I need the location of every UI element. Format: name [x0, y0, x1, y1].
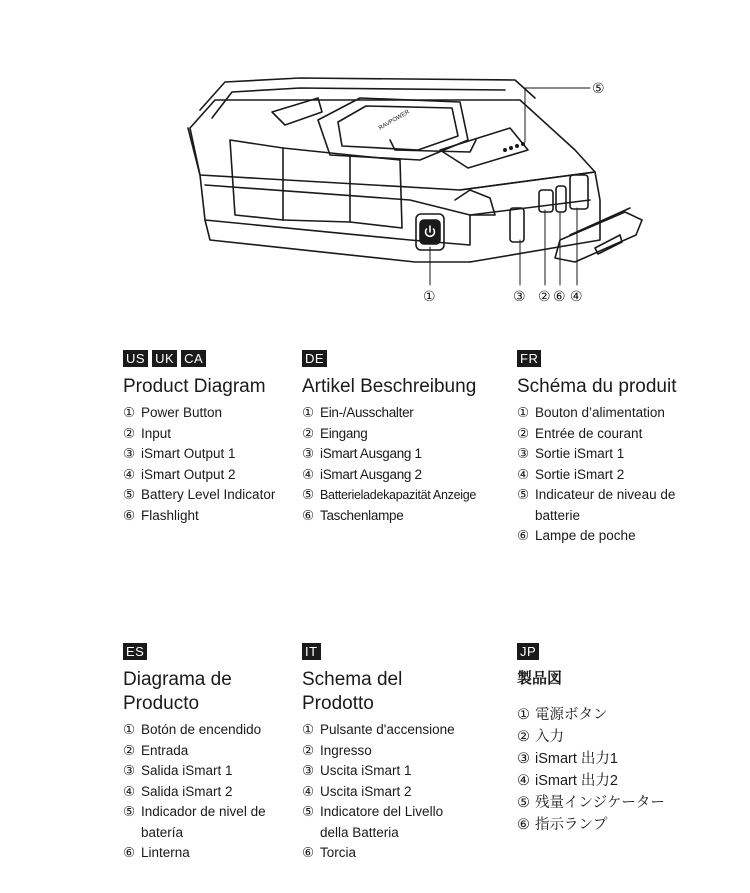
item-text: Eingang — [320, 425, 368, 441]
list-item — [517, 748, 717, 770]
language-badge: FR — [517, 350, 541, 367]
item-number: ⑥ — [517, 528, 530, 543]
item-text: Torcia — [320, 845, 357, 860]
item-number: ③ — [517, 751, 530, 767]
item-text: Sortie iSmart 1 — [535, 446, 625, 461]
item-text: Uscita iSmart 2 — [320, 783, 412, 799]
section-jp — [517, 643, 717, 836]
callout-4: ④ — [570, 289, 583, 305]
section-title: Product Diagram — [123, 376, 266, 397]
item-number: ⑤ — [123, 804, 136, 819]
section-de — [302, 350, 512, 526]
list-item — [302, 802, 492, 843]
list-item — [517, 465, 717, 486]
item-text: Indicatore del Livello della Batteria — [320, 804, 444, 840]
item-text: Battery Level Indicator — [141, 487, 276, 502]
list-item — [302, 444, 512, 465]
item-text: 入力 — [535, 729, 564, 745]
item-text: Sortie iSmart 2 — [535, 466, 625, 482]
item-text: Uscita iSmart 1 — [320, 763, 412, 778]
list-item — [517, 704, 717, 726]
item-number: ⑤ — [302, 804, 315, 819]
language-badge: DE — [302, 350, 327, 367]
item-number: ③ — [123, 446, 136, 461]
item-text: Entrada — [141, 742, 189, 758]
section-it — [302, 643, 492, 864]
item-number: ⑥ — [302, 845, 315, 860]
item-text: Salida iSmart 1 — [141, 763, 233, 778]
item-text: Flashlight — [141, 507, 199, 523]
list-item — [302, 782, 492, 803]
list-item — [123, 761, 298, 782]
item-number: ③ — [123, 763, 136, 778]
item-text: Ingresso — [320, 742, 372, 758]
item-number: ④ — [123, 466, 136, 482]
item-number: ⑥ — [123, 845, 136, 860]
section-title: Artikel Beschreibung — [302, 376, 477, 397]
list-item — [302, 741, 492, 762]
usb-port-1 — [510, 208, 524, 242]
item-text: Lampe de poche — [535, 528, 636, 543]
item-list — [302, 403, 512, 526]
item-number: ⑥ — [123, 507, 136, 523]
item-text: Taschenlampe — [320, 507, 404, 523]
callout-2: ② — [538, 289, 551, 305]
language-badge: CA — [181, 350, 206, 367]
item-text: Batterieladekapazität Anzeige — [320, 488, 476, 502]
list-item — [517, 792, 717, 814]
list-item — [123, 843, 298, 864]
section-title: Schema del Prodotto — [302, 669, 403, 714]
item-text: 残量インジケーター — [535, 795, 665, 811]
list-item — [302, 424, 512, 445]
item-text: Input — [141, 425, 172, 441]
list-item — [302, 761, 492, 782]
item-text: Salida iSmart 2 — [141, 783, 233, 799]
item-text: iSmart Output 1 — [141, 446, 236, 461]
item-text: Entrée de courant — [535, 425, 643, 441]
item-number: ④ — [302, 466, 314, 482]
list-item — [123, 782, 298, 803]
item-number: ① — [517, 707, 530, 723]
language-badge: UK — [152, 350, 177, 367]
item-text: Power Button — [141, 405, 223, 420]
rear-bumper — [200, 78, 535, 110]
item-list — [123, 720, 298, 864]
item-number: ⑥ — [517, 817, 530, 833]
item-number: ② — [517, 425, 530, 441]
callout-5: ⑤ — [592, 81, 605, 97]
item-text: Indicador de nivel de batería — [141, 804, 266, 840]
item-number: ④ — [517, 773, 530, 789]
item-number: ⑤ — [517, 487, 530, 502]
list-item — [302, 506, 512, 527]
section-title: Schéma du produit — [517, 376, 677, 397]
list-item — [123, 802, 298, 843]
list-item — [302, 403, 512, 424]
item-number: ③ — [302, 446, 314, 461]
item-text: iSmart Ausgang 1 — [320, 446, 422, 461]
list-item — [517, 424, 717, 445]
item-number: ④ — [123, 783, 136, 799]
item-list — [517, 403, 717, 547]
item-text: Indicateur de niveau de batterie — [535, 487, 676, 523]
list-item — [302, 465, 512, 486]
list-item — [517, 770, 717, 792]
item-number: ⑤ — [123, 487, 136, 502]
item-number: ① — [302, 722, 315, 737]
callout-3: ③ — [513, 289, 526, 305]
item-number: ⑤ — [517, 795, 530, 811]
list-item — [302, 720, 492, 741]
item-text: 電源ボタン — [535, 707, 608, 723]
grip-pad-left — [272, 98, 322, 125]
brand-label: RAVPOWER — [378, 109, 411, 132]
item-number: ② — [123, 425, 136, 441]
list-item — [517, 444, 717, 465]
item-text: iSmart 出力2 — [535, 773, 618, 789]
item-number: ② — [517, 729, 530, 745]
list-item — [517, 814, 717, 836]
language-badge: ES — [123, 643, 147, 660]
section-es — [123, 643, 298, 864]
callout-6: ⑥ — [553, 289, 566, 305]
item-number: ① — [517, 405, 530, 420]
grip-pad-right — [440, 128, 528, 168]
item-number: ⑥ — [302, 507, 314, 523]
language-badge: JP — [517, 643, 539, 660]
item-number: ② — [123, 742, 136, 758]
item-number: ③ — [517, 446, 530, 461]
list-item — [302, 843, 492, 864]
item-number: ② — [302, 742, 315, 758]
item-number: ⑤ — [302, 487, 314, 502]
item-number: ① — [302, 405, 314, 420]
list-item — [517, 726, 717, 748]
item-number: ① — [123, 405, 136, 420]
language-badges — [302, 643, 492, 660]
section-fr — [517, 350, 717, 547]
item-number: ① — [123, 722, 136, 737]
side-face — [460, 172, 600, 262]
language-badges — [517, 350, 717, 367]
item-number: ② — [302, 425, 314, 441]
item-text: Bouton d’alimentation — [535, 405, 665, 420]
list-item — [517, 485, 717, 526]
item-number: ④ — [517, 466, 530, 482]
item-number: ③ — [302, 763, 315, 778]
item-text: Pulsante d'accensione — [320, 722, 455, 737]
item-number: ④ — [302, 783, 315, 799]
section-title: 製品図 — [517, 670, 563, 687]
item-list — [517, 704, 717, 836]
item-text: 指示ランプ — [535, 817, 608, 833]
list-item — [123, 720, 298, 741]
list-item — [517, 526, 717, 547]
item-text: iSmart Output 2 — [141, 466, 236, 482]
list-item — [517, 403, 717, 424]
language-badge: IT — [302, 643, 321, 660]
language-badge: US — [123, 350, 148, 367]
language-badges — [123, 643, 298, 660]
item-text: iSmart Ausgang 2 — [320, 466, 422, 482]
language-badges — [517, 643, 717, 660]
language-badges — [302, 350, 512, 367]
callout-1: ① — [423, 289, 436, 305]
item-text: iSmart 出力1 — [535, 751, 618, 767]
item-list — [302, 720, 492, 864]
list-item — [302, 485, 512, 506]
item-text: Botón de encendido — [141, 722, 262, 737]
product-diagram — [0, 0, 750, 320]
item-text: Ein-/Ausschalter — [320, 405, 414, 420]
item-text: Linterna — [141, 845, 190, 860]
list-item — [123, 741, 298, 762]
section-title: Diagrama de Producto — [123, 669, 232, 714]
